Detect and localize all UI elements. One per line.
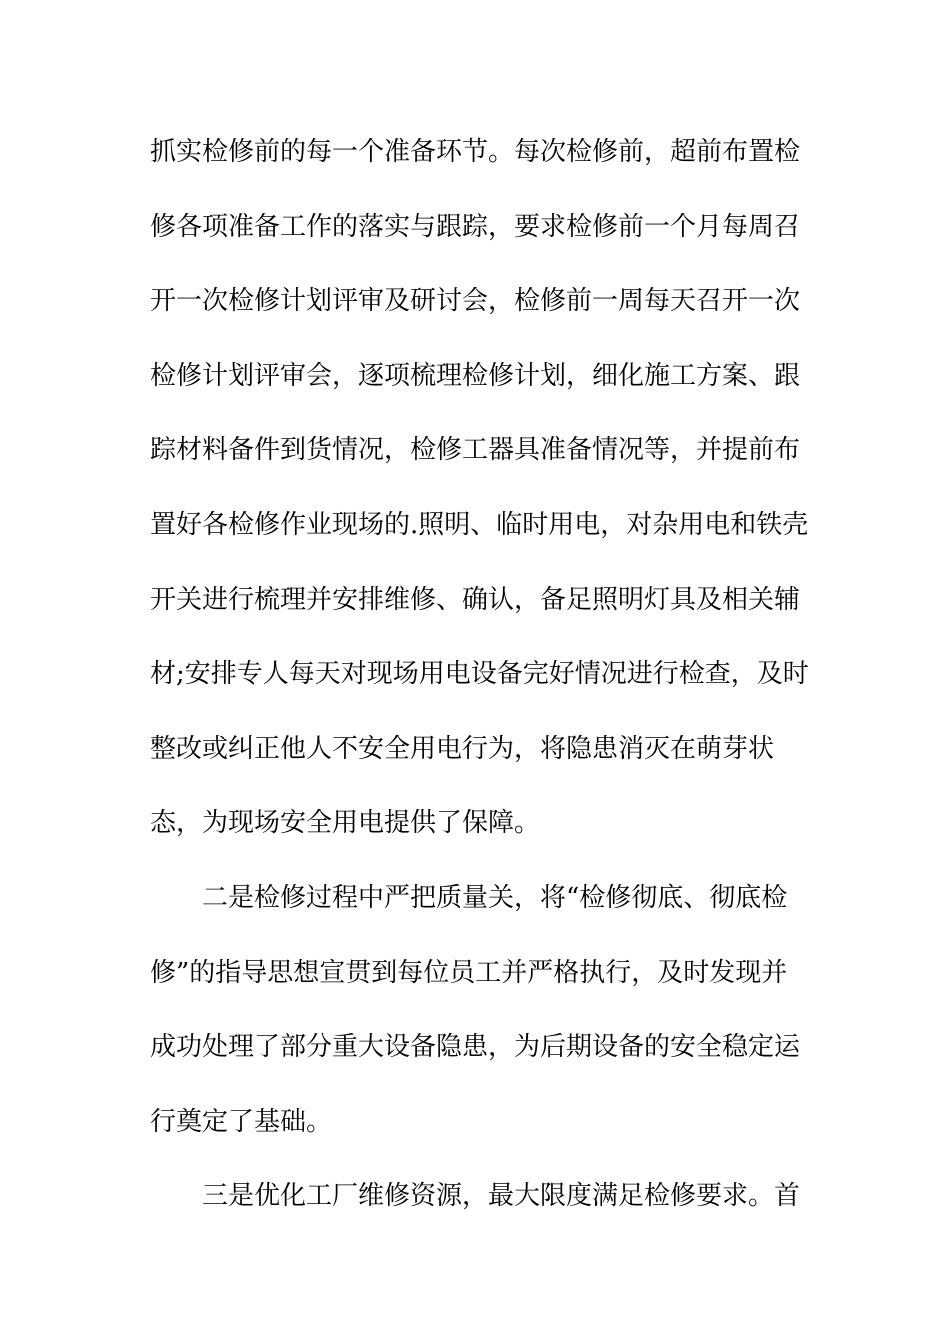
paragraph-1-line-4: 检修计划评审会，逐项梳理检修计划，细化施工方案、跟 [150,360,801,391]
paragraph-1-line-1: 抓实检修前的每一个准备环节。每次检修前，超前布置检 [150,137,801,167]
paragraph-1-line-3: 开一次检修计划评审及研讨会，检修前一周每天召开一次 [150,286,801,317]
paragraph-1-line-5: 踪材料备件到货情况，检修工器具准备情况等，并提前布 [150,435,801,466]
paragraph-1-line-7: 开关进行梳理并安排维修、确认，备足照明灯具及相关辅 [150,584,801,615]
paragraph-1-line-10: 态，为现场安全用电提供了保障。 [150,808,541,839]
paragraph-1-line-9: 整改或纠正他人不安全用电行为，将隐患消灭在萌芽状 [150,733,775,764]
paragraph-1-line-8: 材;安排专人每天对现场用电设备完好情况进行检查，及时 [150,659,809,690]
paragraph-2-line-3: 成功处理了部分重大设备隐患，为后期设备的安全稳定运 [150,1032,801,1063]
paragraph-2-line-1: 二是检修过程中严把质量关，将“检修彻底、彻底检 [202,882,788,913]
paragraph-3-line-1: 三是优化工厂维修资源，最大限度满足检修要求。首 [202,1181,801,1212]
paragraph-2-line-4: 行奠定了基础。 [150,1106,333,1137]
paragraph-1-line-2: 修各项准备工作的落实与跟踪，要求检修前一个月每周召 [150,211,801,242]
paragraph-1-line-6: 置好各检修作业现场的.照明、临时用电，对杂用电和铁壳 [150,509,809,540]
document-body [150,127,810,1246]
paragraph-2-line-2: 修”的指导思想宣贯到每位员工并严格执行，及时发现并 [150,957,788,988]
